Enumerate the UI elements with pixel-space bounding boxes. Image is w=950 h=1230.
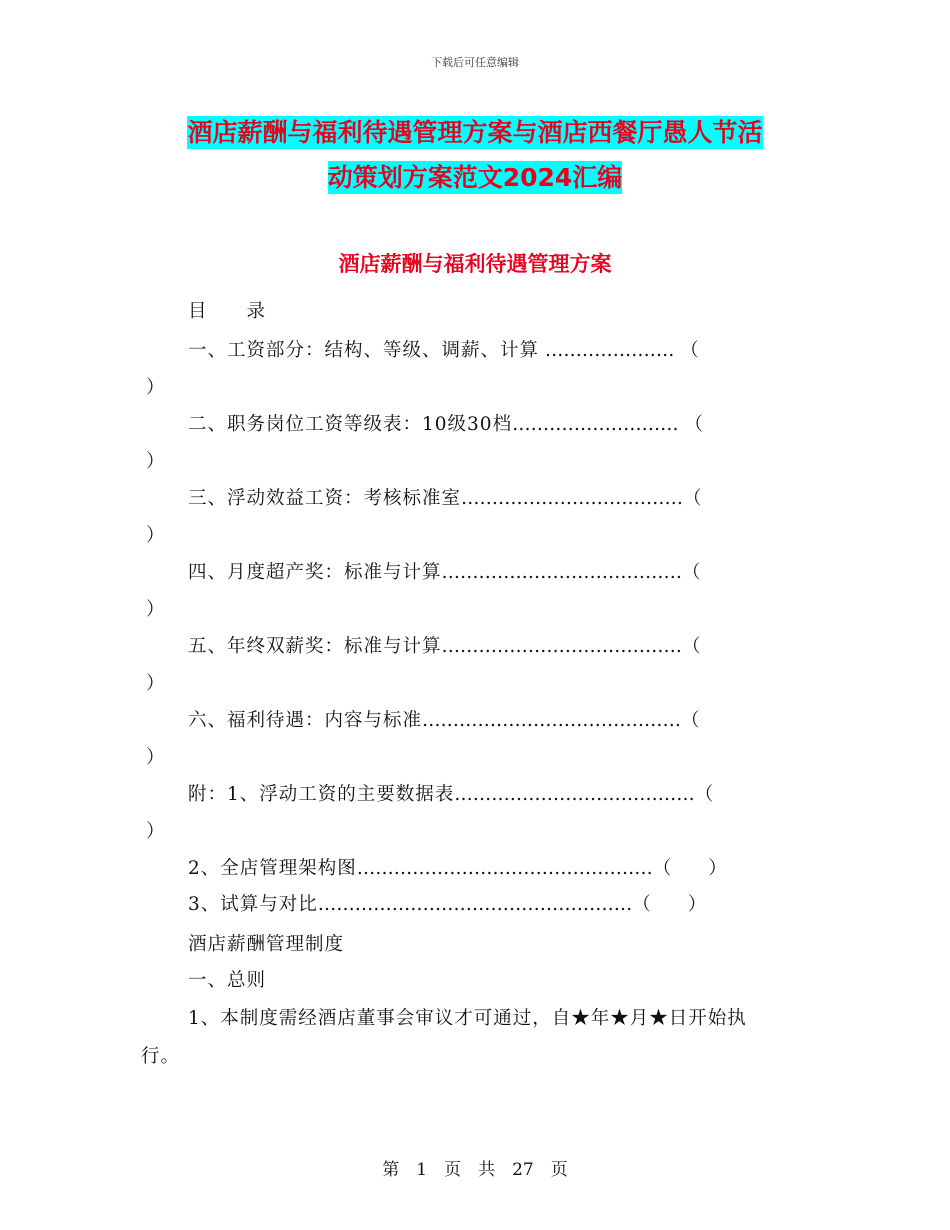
toc-item — [188, 632, 701, 658]
toc-item-dots: ……………………… （ — [512, 414, 703, 435]
toc-item-dots: ………………………………（ — [461, 488, 702, 509]
toc-item-close: ） — [146, 377, 165, 398]
toc-item-text: 二、职务岗位工资等级表：10级30档 — [188, 414, 513, 435]
toc-appendix-item — [188, 890, 706, 916]
toc-item-dots: …………………………………（ — [441, 562, 701, 583]
toc-item-text: 五、年终双薪奖：标准与计算 — [188, 636, 442, 657]
toc-item-text: 2、全店管理架构图 — [188, 858, 357, 879]
toc-item — [188, 780, 713, 806]
general-heading: 一、总则 — [188, 970, 267, 991]
toc-item-dots: …………………………………（ — [441, 636, 701, 657]
toc-item — [188, 336, 699, 362]
toc-item-close: ） — [146, 451, 165, 472]
toc-appendix-item — [188, 854, 727, 880]
toc-item-text: 一、工资部分：结构、等级、调薪、计算 — [188, 340, 540, 361]
toc-item-text: 三、浮动效益工资：考核标准室 — [188, 488, 462, 509]
document-title — [0, 110, 950, 200]
header-note: 下载后可任意编辑 — [431, 56, 519, 69]
toc-item-text: 3、试算与对比 — [188, 894, 318, 915]
toc-item-close: ） — [146, 599, 165, 620]
toc-item-close: ） — [146, 747, 165, 768]
toc-item-dots: …………………………………（ — [454, 784, 714, 805]
document-title-line-1: 酒店薪酬与福利待遇管理方案与酒店西餐厅愚人节活 — [187, 118, 763, 147]
toc-item-dots: ………………… （ — [539, 340, 699, 361]
toc-item — [188, 410, 703, 436]
page-footer: 第 1 页 共 27 页 — [382, 1160, 568, 1180]
toc-item-dots: ……………………………………（ — [422, 710, 700, 731]
toc-item-text: 六、福利待遇：内容与标准 — [188, 710, 423, 731]
clause-paragraph-continued: 行。 — [141, 1046, 181, 1067]
clause-paragraph: 1、本制度需经酒店董事会审议才可通过，自★年★月★日开始执 — [188, 1008, 747, 1029]
toc-item-text: 四、月度超产奖：标准与计算 — [188, 562, 442, 583]
toc-heading: 目 录 — [188, 301, 267, 322]
toc-item-text: 附：1、浮动工资的主要数据表 — [188, 784, 455, 805]
toc-item-close: ） — [146, 673, 165, 694]
toc-item-dots: …………………………………………（ ） — [356, 858, 727, 879]
toc-item — [188, 558, 701, 584]
toc-item-dots: ……………………………………………（ ） — [317, 894, 707, 915]
toc-item — [188, 706, 700, 732]
section-title: 酒店薪酬与福利待遇管理方案 — [338, 252, 612, 276]
toc-item — [188, 484, 702, 510]
toc-item-close: ） — [146, 525, 165, 546]
system-title: 酒店薪酬管理制度 — [188, 934, 345, 955]
document-title-line-2: 动策划方案范文2024汇编 — [327, 163, 623, 192]
toc-item-close: ） — [146, 821, 165, 842]
